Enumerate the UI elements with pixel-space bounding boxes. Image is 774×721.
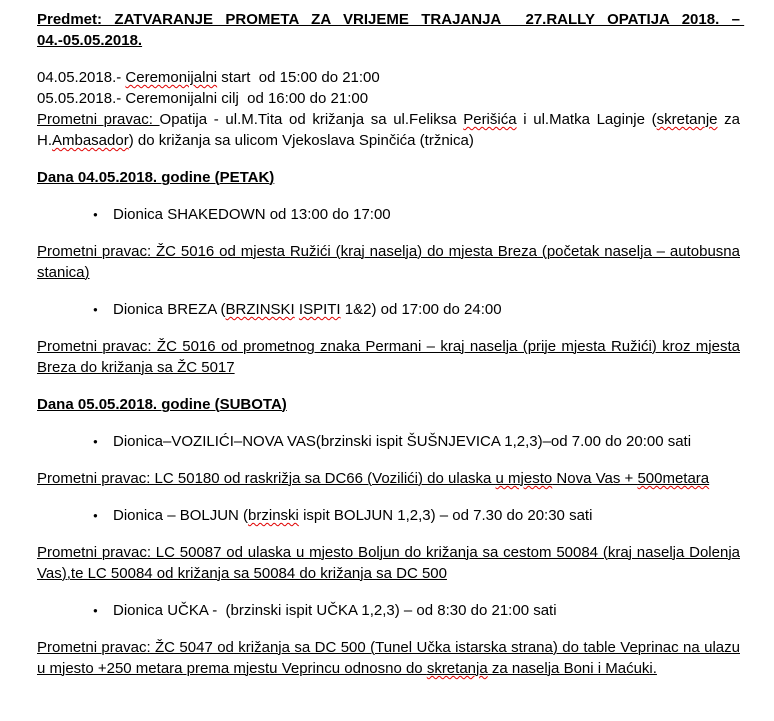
misspelled-word: u mjesto	[495, 470, 553, 487]
schedule-line-start	[37, 67, 740, 88]
route-text: ) do križanja sa ulicom Vjekoslava Spinčića (tržnica)	[128, 132, 474, 149]
misspelled-word: Ambasador	[52, 132, 129, 149]
document-title: Predmet: ZATVARANJE PROMETA ZA VRIJEME TRAJANJA 27.RALLY OPATIJA 2018. – 04.-05.05.2018.	[37, 11, 745, 49]
stage-text	[113, 505, 740, 526]
stage-text: Dionica UČKA - (brzinski ispit UČKA 1,2,3) – od 8:30 do 21:00 sati	[113, 602, 557, 619]
bullet-icon: ●	[93, 210, 98, 219]
stage-text: Dionica–VOZILIĆI–NOVA VAS(brzinski ispit ŠUŠNJEVICA 1,2,3)–od 7.00 do 20:00 sati	[113, 433, 692, 450]
schedule-date-prefix: 04.05.2018.-	[37, 69, 126, 86]
misspelled-word: brzinski	[248, 507, 299, 524]
list-item-shakedown	[37, 204, 740, 225]
list-item-ucka	[37, 600, 740, 621]
misspelled-word: Ceremonijalni	[125, 69, 218, 86]
intro-block	[37, 67, 740, 151]
misspelled-word: skretanja	[426, 660, 488, 677]
bullet-icon: ●	[93, 305, 98, 314]
route-text: Nova Vas +	[552, 470, 638, 487]
stage-text: Dionica SHAKEDOWN od 13:00 do 17:00	[113, 206, 391, 223]
day2-route-paragraph-2: Prometni pravac: LC 50087 od ulaska u mjesto Boljun do križanja sa cestom 50084 (kraj naselja Dolenja Vas),te LC 50084 od križanja sa 50084 do križanja sa DC 500	[37, 544, 740, 582]
route-intro-paragraph	[37, 109, 740, 151]
stage-text-part: ispit BOLJUN 1,2,3) – od 7.30 do 20:30 sati	[298, 507, 593, 524]
stage-text	[113, 299, 740, 320]
misspelled-word: Perišića	[463, 111, 517, 128]
route-text: Prometni pravac: LC 50180 od raskrižja sa DC66 (Vozilići) do ulaska	[37, 470, 496, 487]
list-item-boljun	[37, 505, 740, 526]
route-text: za H.	[37, 111, 741, 149]
day1-route-paragraph-2: Prometni pravac: ŽC 5016 od prometnog znaka Permani – kraj naselja (prije mjesta Ružići) kroz mjesta Breza do križanja sa ŽC 5017	[37, 338, 740, 376]
route-text: za naselja Boni i Maćuki.	[487, 660, 657, 677]
route-text: Prometni pravac: ŽC 5047 od križanja sa DC 500 (Tunel Učka istarska strana) do table Veprinac na ulazu u mjesto +250 metara prema mjestu Veprincu odnosno do	[37, 639, 740, 677]
day1-route-paragraph-1: Prometni pravac: ŽC 5016 od mjesta Ružići (kraj naselja) do mjesta Breza (početak naselja – autobusna stanica)	[37, 243, 740, 281]
misspelled-word: ISPITI	[298, 301, 341, 318]
bullet-icon: ●	[93, 511, 98, 520]
list-item-breza	[37, 299, 740, 320]
day1-heading: Dana 04.05.2018. godine (PETAK)	[37, 169, 275, 186]
list-item-vozilici	[37, 431, 740, 452]
schedule-times: start od 15:00 do 21:00	[217, 69, 380, 86]
misspelled-word: skretanje	[656, 111, 718, 128]
day2-route-paragraph-3	[37, 637, 740, 679]
misspelled-word: BRZINSKI	[225, 301, 295, 318]
stage-text-part: 1&2) od 17:00 do 24:00	[340, 301, 502, 318]
misspelled-word: 500metara	[637, 470, 710, 487]
route-text: i ul.Matka Laginje (	[516, 111, 657, 128]
bullet-icon: ●	[93, 437, 98, 446]
day2-route-paragraph-1	[37, 468, 740, 489]
stage-text-part: Dionica – BOLJUN (	[113, 507, 249, 524]
route-label: Prometni pravac:	[37, 111, 160, 128]
document-page	[37, 9, 745, 679]
stage-text-part: Dionica BREZA (	[113, 301, 226, 318]
bullet-icon: ●	[93, 606, 98, 615]
day2-heading: Dana 05.05.2018. godine (SUBOTA)	[37, 396, 287, 413]
schedule-line-finish: 05.05.2018.- Ceremonijalni cilj od 16:00 do 21:00	[37, 90, 369, 107]
route-text: Opatija - ul.M.Tita od križanja sa ul.Feliksa	[159, 111, 464, 128]
